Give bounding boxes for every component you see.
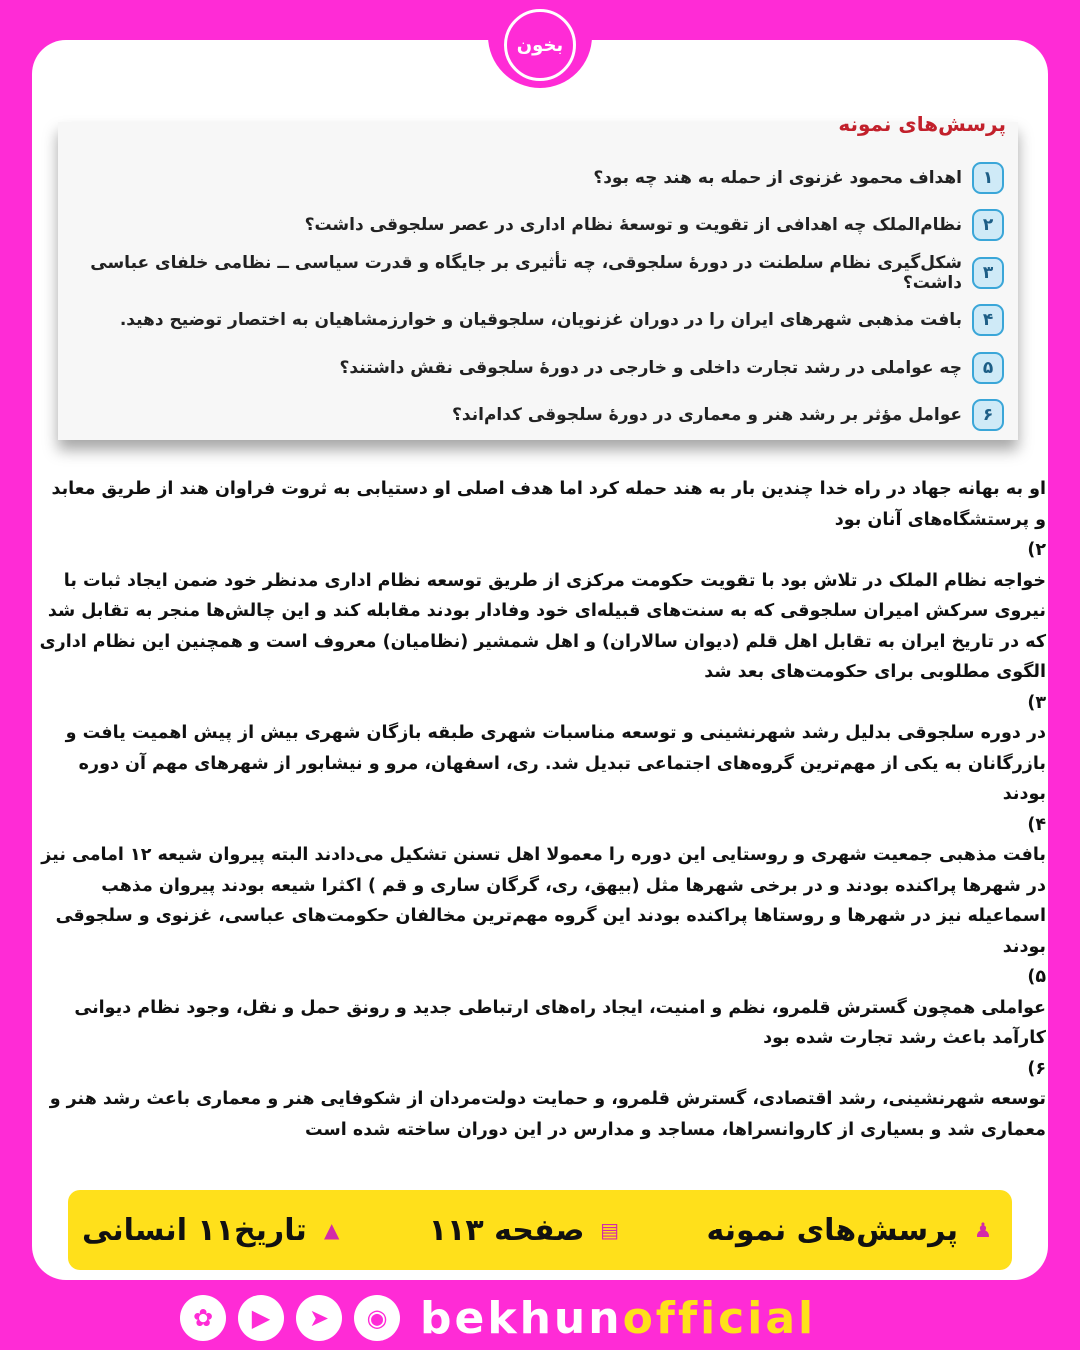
footer-page (429, 1213, 625, 1248)
answer-label: ۴) (1027, 814, 1046, 835)
aparat-icon[interactable]: ✿ (180, 1295, 226, 1341)
answer-text: در دوره سلجوقی بدلیل رشد شهرنشینی و توسعه مناسبات شهری طبقه بازگان شهری بیش از پیش اهمیت یافت و بازرگانان به یکی از مهم‌ترین گروه‌های اجتماعی تبدیل شد. ری، اسفهان، مرو و نیشابور از شهرهای مهم آن دوره بودند (65, 723, 1046, 804)
answer-text: بافت مذهبی جمعیت شهری و روستایی این دوره را معمولا اهل تسنن تشکیل می‌دادند البته پیروان شیعه ۱۲ امامی نیز در شهرها پراکنده بودند و در برخی شهرها مثل (بیهق، ری، گرگان ساری و قم ) اکثرا شیعه بودند پیروان مذهب اسماعیله نیز در شهرها و روستاها پراکنده بودند این گروه مهم‌ترین مخالفان حکومت‌های عباسی، غزنوی و سلجوقی بودند (41, 845, 1046, 957)
question-item (66, 249, 1004, 297)
footer-topic (707, 1213, 998, 1248)
question-text: شکل‌گیری نظام سلطنت در دورهٔ سلجوقی، چه تأثیری بر جایگاه و قدرت سیاسی ــ نظامی خلفای عباسی داشت؟ (90, 252, 962, 293)
telegram-icon[interactable]: ➤ (296, 1295, 342, 1341)
question-list (66, 154, 1004, 439)
question-number: ۱ (972, 162, 1004, 194)
footer-info-bar (68, 1190, 1012, 1270)
answers-section (36, 474, 1046, 1145)
sample-questions-box (58, 112, 1018, 440)
footer-book (82, 1213, 347, 1248)
question-number: ۴ (972, 304, 1004, 336)
answer-label: ۵) (1027, 967, 1046, 987)
instagram-icon[interactable]: ◉ (354, 1295, 400, 1341)
question-number: ۶ (972, 399, 1004, 431)
logo-emblem (504, 9, 576, 81)
footer-book-text: تاریخ۱۱ انسانی (82, 1212, 307, 1248)
question-item (66, 154, 1004, 202)
question-text: نظام‌الملک چه اهدافی از تقویت و توسعهٔ نظام اداری در عصر سلجوقی داشت؟ (304, 215, 962, 236)
brand-handle-part2: official (622, 1292, 817, 1344)
footer-page-text: صفحه ۱۱۳ (428, 1212, 585, 1248)
brand-handle-part1: bekhun (420, 1292, 623, 1344)
answer-text: عواملی همچون گسترش قلمرو، نظم و امنیت، ایجاد راه‌های ارتباطی جدید و رونق حمل و نقل، وجود نظام دیوانی کارآمد باعث رشد تجارت شده بود (74, 997, 1046, 1048)
question-text: اهداف محمود غزنوی از حمله به هند چه بود؟ (593, 167, 962, 188)
answer-text: او به بهانه جهاد در راه خدا چندین بار به هند حمله کرد اما هدف اصلی او دستیابی به ثروت فراوان هند از طریق معابد و پرستشگاه‌های آنان بود (51, 479, 1046, 530)
open-book-icon: ▤ (600, 1218, 619, 1242)
answer-label: ۳) (1027, 692, 1046, 713)
social-bar (180, 1288, 900, 1348)
question-item (66, 202, 1004, 250)
graduation-cap-icon: ▲ (324, 1218, 340, 1242)
question-number: ۲ (972, 209, 1004, 241)
answer-text: توسعه شهرنشینی، رشد اقتصادی، گسترش قلمرو، و حمایت دولت‌مردان از شکوفایی هنر و معماری باعث رشد هنر و معماری شد و بسیاری از کاروانسراها، مساجد و مدارس در این دوران ساخته شده است (49, 1089, 1046, 1140)
question-text: عوامل مؤثر بر رشد هنر و معماری در دورهٔ سلجوقی کدام‌اند؟ (452, 405, 962, 426)
question-number: ۵ (972, 352, 1004, 384)
answer-text: خواجه نظام الملک در تلاش بود با تقویت حکومت مرکزی از طریق توسعه نظام اداری مدنظر خود ضمن ایجاد ثبات با نیروی سرکش امیران سلجوقی که به سنت‌های قبیله‌ای خود وفادار بودند مقابله کند و این چالش‌ها منجر به تقابل شد که در تاریخ ایران به تقابل اهل قلم (دیوان سالاران) و اهل شمشیر (نظامیان) معروف است و همچنین این نظام اداری الگوی مطلوبی برای حکومت‌های بعد شد (39, 570, 1046, 682)
question-text: بافت مذهبی شهرهای ایران را در دوران غزنویان، سلجوقیان و خوارزمشاهیان به اختصار توضیح دهید. (119, 310, 962, 331)
question-text: چه عواملی در رشد تجارت داخلی و خارجی در دورهٔ سلجوقی نقش داشتند؟ (339, 357, 962, 378)
brand-handle[interactable] (420, 1293, 816, 1344)
questions-heading: پرسش‌های نمونه (838, 112, 1006, 136)
question-item (66, 297, 1004, 345)
logo-text: بخون (516, 34, 564, 56)
question-number: ۳ (972, 257, 1004, 289)
teacher-icon: ♟ (974, 1218, 992, 1242)
answer-label: ۲) (1027, 540, 1046, 560)
question-item (66, 344, 1004, 392)
footer-topic-text: پرسش‌های نمونه (706, 1212, 958, 1248)
question-item (66, 392, 1004, 440)
youtube-icon[interactable]: ▶ (238, 1295, 284, 1341)
answer-label: ۶) (1027, 1058, 1046, 1079)
